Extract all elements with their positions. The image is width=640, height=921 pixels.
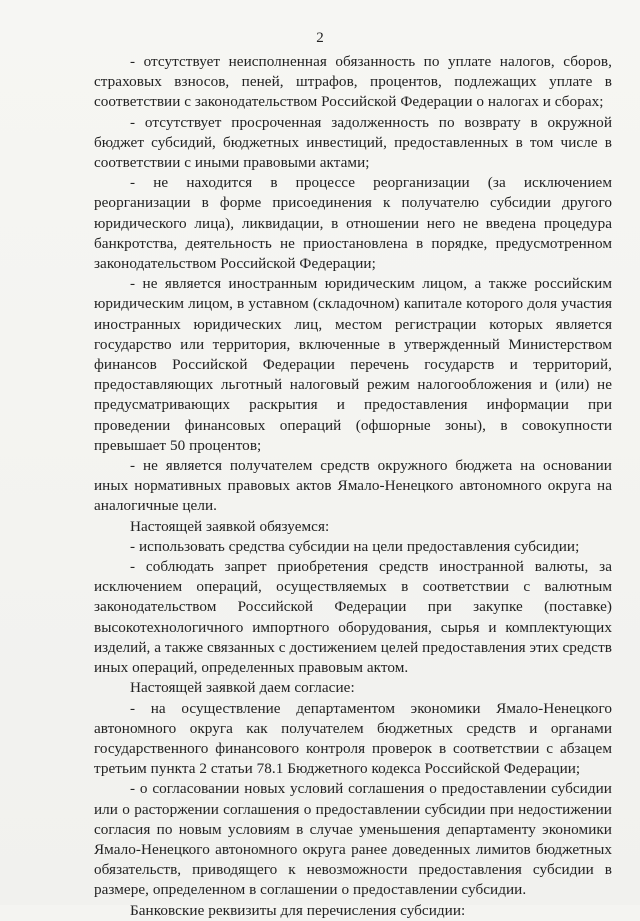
consent-inspections: - на осуществление департаментом экономики Ямало-Ненецкого автономного округа как получателем бюджетных средств и органами государственного финансового контроля проверок в соответствии с абзацем третьим пункта 2 статьи 78.1 Бюджетного кодекса Российской Федерации; <box>94 699 612 778</box>
condition-no-budget-debt: - отсутствует просроченная задолженность по возврату в окружной бюджет субсидий, бюджетных инвестиций, предоставленных в том числе в соответствии с иными правовыми актами; <box>94 113 612 172</box>
condition-no-reorganization: - не находится в процессе реорганизации (за исключением реорганизации в форме присоединения к получателю субсидии другого юридического лица), ликвидации, в отношении него не введена процедура банкротства, деятельность не приостановлена в порядке, предусмотренном законодательством Российской Федерации; <box>94 174 612 273</box>
condition-no-tax-debt: - отсутствует неисполненная обязанность по уплате налогов, сборов, страховых взносов, пеней, штрафов, процентов, подлежащих уплате в соответствии с законодательством Российской Федерации о налогах и сборах; <box>94 53 612 111</box>
document-body <box>94 52 612 921</box>
consent-heading: Настоящей заявкой даем согласие: <box>130 679 355 697</box>
consent-new-terms: - о согласовании новых условий соглашения о предоставлении субсидии или о расторжении соглашения о предоставлении субсидии при недостижении согласия по новым условиям в случае уменьшения департаменту экономики Ямало-Ненецкого автономного округа ранее доведенных лимитов бюджетных обязательств, приводящего к невозможности предоставления субсидии в размере, определенном в соглашении о предоставлении субсидии. <box>94 780 612 899</box>
condition-not-foreign-entity: - не является иностранным юридическим лицом, а также российским юридическим лицом, в уставном (складочном) капитале которого доля участия иностранных юридических лиц, местом регистрации которых является государство или территория, включенные в утвержденный Министерством финансов Российской Федерации перечень государств и территорий, предоставляющих льготный налоговый режим налогообложения и (или) не предусматривающих раскрытия и предоставления информации при проведении финансовых операций (офшорные зоны), в совокупности превышает 50 процентов; <box>94 275 612 454</box>
obligation-use-funds: - использовать средства субсидии на цели предоставления субсидии; <box>130 537 580 555</box>
obligations-heading: Настоящей заявкой обязуемся: <box>130 517 330 535</box>
condition-not-other-recipient: - не является получателем средств окружного бюджета на основании иных нормативных правовых актов Ямало-Ненецкого автономного округа на аналогичные цели. <box>94 457 612 515</box>
obligation-currency-ban: - соблюдать запрет приобретения средств иностранной валюты, за исключением операций, осуществляемых в соответствии с валютным законодательством Российской Федерации при закупке (поставке) высокотехнологичного импортного оборудования, сырья и комплектующих изделий, а также связанных с достижением целей предоставления этих средств иных операций, определенных правовым актом. <box>94 558 612 677</box>
page-number: 2 <box>316 30 324 46</box>
bank-details-heading: Банковские реквизиты для перечисления субсидии: <box>130 901 466 919</box>
